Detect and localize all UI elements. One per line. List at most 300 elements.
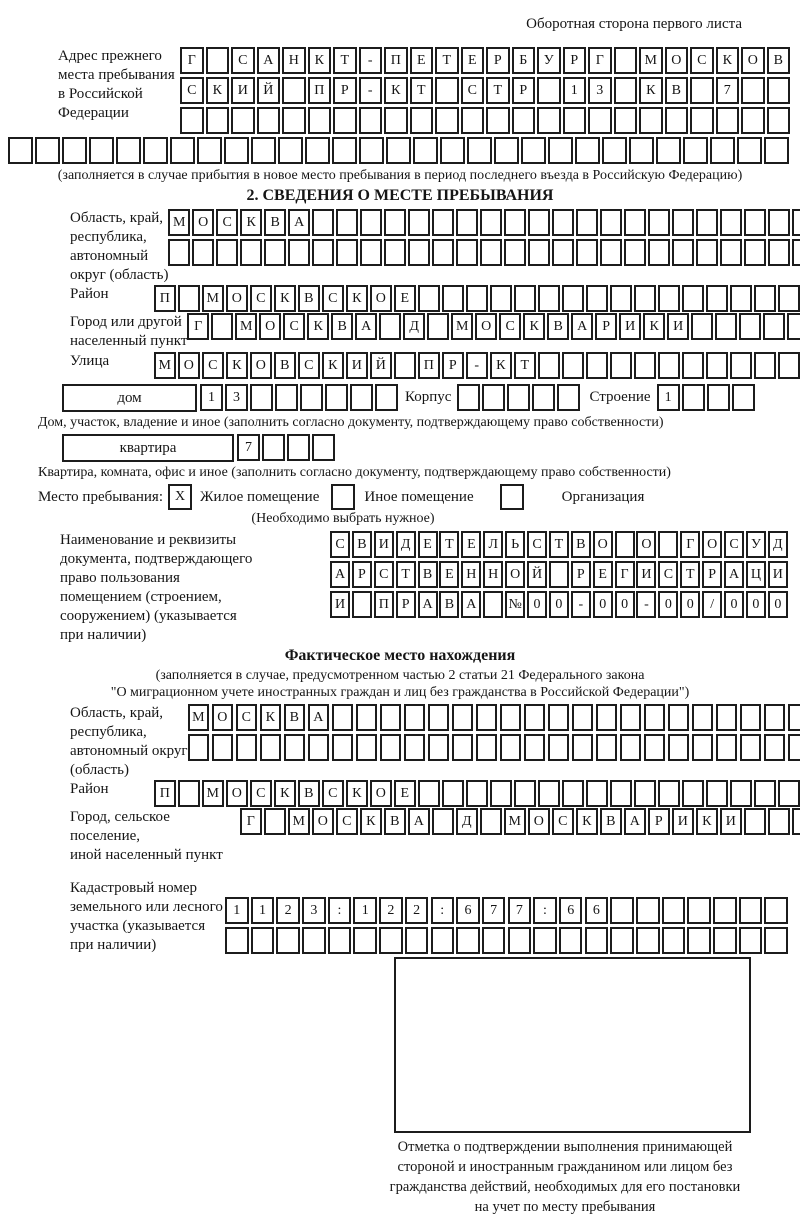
char-cell[interactable] [788,734,800,761]
char-cell[interactable] [143,137,168,164]
char-cell[interactable]: Д [396,531,416,558]
char-cell[interactable] [507,384,530,411]
char-cell[interactable] [404,734,426,761]
char-cell[interactable]: Б [512,47,536,74]
char-cell[interactable] [552,239,574,266]
char-cell[interactable] [682,780,704,807]
char-cell[interactable]: П [384,47,408,74]
char-cell[interactable] [672,209,694,236]
char-cell[interactable]: В [298,285,320,312]
char-cell[interactable]: И [330,591,350,618]
char-cell[interactable] [552,209,574,236]
char-cell[interactable] [610,285,632,312]
char-cell[interactable] [483,591,503,618]
char-cell[interactable]: С [322,285,344,312]
char-cell[interactable] [767,107,791,134]
char-cell[interactable] [257,107,281,134]
char-cell[interactable] [287,434,310,461]
char-cell[interactable] [467,137,492,164]
char-cell[interactable] [404,704,426,731]
char-cell[interactable] [236,734,258,761]
char-cell[interactable]: К [696,808,718,835]
char-cell[interactable]: Г [680,531,700,558]
char-cell[interactable]: 6 [456,897,480,924]
char-cell[interactable]: Г [180,47,204,74]
char-cell[interactable] [572,734,594,761]
char-cell[interactable]: К [307,313,329,340]
char-cell[interactable] [668,734,690,761]
char-cell[interactable] [360,209,382,236]
char-cell[interactable] [639,107,663,134]
char-cell[interactable]: И [672,808,694,835]
char-cell[interactable] [768,239,790,266]
char-cell[interactable]: Т [549,531,569,558]
char-cell[interactable]: 1 [251,897,275,924]
char-cell[interactable]: К [274,285,296,312]
char-cell[interactable]: О [370,285,392,312]
char-cell[interactable] [278,137,303,164]
char-cell[interactable] [792,209,800,236]
char-cell[interactable] [662,897,686,924]
char-cell[interactable]: С [236,704,258,731]
char-cell[interactable]: М [288,808,310,835]
char-cell[interactable] [514,285,536,312]
char-cell[interactable] [312,239,334,266]
char-cell[interactable]: 0 [615,591,635,618]
char-cell[interactable] [332,137,357,164]
char-cell[interactable] [713,897,737,924]
char-cell[interactable] [336,209,358,236]
char-cell[interactable]: У [537,47,561,74]
char-cell[interactable] [730,780,752,807]
char-cell[interactable] [532,384,555,411]
char-cell[interactable]: Р [333,77,357,104]
char-cell[interactable] [408,239,430,266]
char-cell[interactable]: 3 [302,897,326,924]
char-cell[interactable] [706,352,728,379]
char-cell[interactable] [586,285,608,312]
char-cell[interactable] [456,209,478,236]
char-cell[interactable] [168,239,190,266]
char-cell[interactable] [665,107,689,134]
char-cell[interactable] [537,107,561,134]
char-cell[interactable]: О [226,285,248,312]
char-cell[interactable] [288,239,310,266]
char-cell[interactable]: Р [648,808,670,835]
char-cell[interactable]: М [202,780,224,807]
char-cell[interactable]: В [439,591,459,618]
char-cell[interactable] [615,531,635,558]
char-cell[interactable] [586,780,608,807]
char-cell[interactable] [284,734,306,761]
char-cell[interactable] [528,209,550,236]
char-cell[interactable]: Т [410,77,434,104]
other-premises-checkbox[interactable] [331,484,355,510]
char-cell[interactable]: К [360,808,382,835]
char-cell[interactable] [302,927,326,954]
char-cell[interactable]: С [250,285,272,312]
char-cell[interactable] [764,137,789,164]
char-cell[interactable]: М [154,352,176,379]
char-cell[interactable] [692,704,714,731]
char-cell[interactable] [452,734,474,761]
char-cell[interactable]: А [461,591,481,618]
char-cell[interactable] [696,239,718,266]
char-cell[interactable]: С [231,47,255,74]
char-cell[interactable] [741,107,765,134]
char-cell[interactable]: А [308,704,330,731]
char-cell[interactable]: К [716,47,740,74]
char-cell[interactable]: Г [240,808,262,835]
char-cell[interactable] [384,209,406,236]
char-cell[interactable] [192,239,214,266]
char-cell[interactable] [427,313,449,340]
char-cell[interactable] [264,239,286,266]
char-cell[interactable] [413,137,438,164]
char-cell[interactable]: О [528,808,550,835]
char-cell[interactable]: 1 [657,384,680,411]
char-cell[interactable] [312,434,335,461]
char-cell[interactable]: Т [333,47,357,74]
char-cell[interactable]: В [352,531,372,558]
char-cell[interactable]: Ь [505,531,525,558]
char-cell[interactable]: О [192,209,214,236]
char-cell[interactable] [405,927,429,954]
char-cell[interactable]: Т [396,561,416,588]
char-cell[interactable] [690,77,714,104]
char-cell[interactable] [8,137,33,164]
char-cell[interactable] [596,704,618,731]
char-cell[interactable] [180,107,204,134]
char-cell[interactable] [707,384,730,411]
char-cell[interactable] [356,704,378,731]
char-cell[interactable] [408,209,430,236]
char-cell[interactable]: С [283,313,305,340]
char-cell[interactable]: В [571,531,591,558]
char-cell[interactable]: С [298,352,320,379]
char-cell[interactable] [264,808,286,835]
char-cell[interactable]: С [322,780,344,807]
char-cell[interactable]: С [724,531,744,558]
char-cell[interactable] [706,780,728,807]
char-cell[interactable]: К [490,352,512,379]
char-cell[interactable] [557,384,580,411]
char-cell[interactable]: 2 [379,897,403,924]
char-cell[interactable] [514,780,536,807]
char-cell[interactable]: В [274,352,296,379]
char-cell[interactable]: 0 [680,591,700,618]
char-cell[interactable]: С [250,780,272,807]
char-cell[interactable] [602,137,627,164]
char-cell[interactable]: К [346,780,368,807]
char-cell[interactable] [730,285,752,312]
char-cell[interactable] [456,239,478,266]
char-cell[interactable] [457,384,480,411]
char-cell[interactable] [576,209,598,236]
char-cell[interactable]: 1 [563,77,587,104]
char-cell[interactable] [435,77,459,104]
char-cell[interactable] [428,734,450,761]
char-cell[interactable]: Д [456,808,478,835]
char-cell[interactable] [636,927,660,954]
char-cell[interactable]: 6 [585,897,609,924]
char-cell[interactable] [713,927,737,954]
char-cell[interactable] [282,77,306,104]
char-cell[interactable]: В [418,561,438,588]
char-cell[interactable]: И [768,561,788,588]
char-cell[interactable] [548,137,573,164]
char-cell[interactable]: Р [486,47,510,74]
char-cell[interactable] [706,285,728,312]
char-cell[interactable] [548,704,570,731]
char-cell[interactable]: К [322,352,344,379]
char-cell[interactable] [428,704,450,731]
char-cell[interactable] [328,927,352,954]
char-cell[interactable] [380,704,402,731]
char-cell[interactable] [476,734,498,761]
char-cell[interactable]: В [600,808,622,835]
char-cell[interactable] [687,927,711,954]
char-cell[interactable] [528,239,550,266]
char-cell[interactable] [741,77,765,104]
char-cell[interactable] [739,313,761,340]
char-cell[interactable] [62,137,87,164]
char-cell[interactable]: Р [396,591,416,618]
char-cell[interactable]: В [298,780,320,807]
char-cell[interactable]: К [346,285,368,312]
char-cell[interactable] [600,239,622,266]
char-cell[interactable] [691,313,713,340]
char-cell[interactable] [644,704,666,731]
char-cell[interactable] [720,209,742,236]
char-cell[interactable] [384,107,408,134]
char-cell[interactable]: - [466,352,488,379]
char-cell[interactable]: 1 [353,897,377,924]
char-cell[interactable] [562,285,584,312]
char-cell[interactable]: О [370,780,392,807]
char-cell[interactable] [490,780,512,807]
char-cell[interactable] [716,704,738,731]
char-cell[interactable] [744,209,766,236]
char-cell[interactable] [380,734,402,761]
char-cell[interactable]: О [665,47,689,74]
char-cell[interactable] [305,137,330,164]
char-cell[interactable] [482,927,506,954]
char-cell[interactable]: Р [442,352,464,379]
char-cell[interactable]: Т [680,561,700,588]
char-cell[interactable] [610,897,634,924]
char-cell[interactable]: К [206,77,230,104]
char-cell[interactable] [730,352,752,379]
char-cell[interactable] [538,285,560,312]
char-cell[interactable] [524,734,546,761]
char-cell[interactable] [250,384,273,411]
char-cell[interactable] [614,107,638,134]
char-cell[interactable]: - [359,47,383,74]
char-cell[interactable] [586,352,608,379]
char-cell[interactable]: С [499,313,521,340]
char-cell[interactable] [231,107,255,134]
char-cell[interactable]: П [374,591,394,618]
char-cell[interactable] [524,704,546,731]
char-cell[interactable] [562,780,584,807]
char-cell[interactable]: К [308,47,332,74]
char-cell[interactable] [710,137,735,164]
char-cell[interactable] [482,384,505,411]
char-cell[interactable] [716,734,738,761]
char-cell[interactable]: 7 [482,897,506,924]
char-cell[interactable]: М [188,704,210,731]
char-cell[interactable]: Н [483,561,503,588]
char-cell[interactable] [521,137,546,164]
char-cell[interactable] [308,734,330,761]
char-cell[interactable]: Г [588,47,612,74]
char-cell[interactable]: А [408,808,430,835]
char-cell[interactable]: В [767,47,791,74]
char-cell[interactable]: О [259,313,281,340]
char-cell[interactable]: 0 [724,591,744,618]
char-cell[interactable] [431,927,455,954]
char-cell[interactable]: О [475,313,497,340]
char-cell[interactable]: Ц [746,561,766,588]
char-cell[interactable] [767,77,791,104]
char-cell[interactable] [763,313,785,340]
char-cell[interactable]: П [308,77,332,104]
char-cell[interactable] [610,927,634,954]
char-cell[interactable]: - [636,591,656,618]
char-cell[interactable] [596,734,618,761]
char-cell[interactable] [504,209,526,236]
char-cell[interactable] [442,285,464,312]
char-cell[interactable] [352,591,372,618]
char-cell[interactable] [764,897,788,924]
char-cell[interactable]: К [643,313,665,340]
char-cell[interactable]: Е [394,780,416,807]
char-cell[interactable] [634,780,656,807]
char-cell[interactable] [456,927,480,954]
char-cell[interactable]: В [384,808,406,835]
char-cell[interactable]: С [330,531,350,558]
char-cell[interactable] [432,239,454,266]
char-cell[interactable]: 0 [549,591,569,618]
char-cell[interactable] [692,734,714,761]
char-cell[interactable] [375,384,398,411]
char-cell[interactable]: С [552,808,574,835]
char-cell[interactable] [206,107,230,134]
char-cell[interactable] [89,137,114,164]
char-cell[interactable] [739,897,763,924]
char-cell[interactable] [353,927,377,954]
char-cell[interactable] [350,384,373,411]
char-cell[interactable] [466,285,488,312]
char-cell[interactable]: С [690,47,714,74]
char-cell[interactable]: : [431,897,455,924]
char-cell[interactable] [648,209,670,236]
char-cell[interactable]: Й [370,352,392,379]
char-cell[interactable]: О [226,780,248,807]
char-cell[interactable]: К [274,780,296,807]
char-cell[interactable] [792,239,800,266]
char-cell[interactable] [262,434,285,461]
char-cell[interactable] [308,107,332,134]
char-cell[interactable] [452,704,474,731]
char-cell[interactable] [332,704,354,731]
char-cell[interactable]: А [355,313,377,340]
char-cell[interactable] [740,734,762,761]
char-cell[interactable] [282,107,306,134]
char-cell[interactable] [754,352,776,379]
char-cell[interactable]: И [720,808,742,835]
char-cell[interactable]: 2 [276,897,300,924]
char-cell[interactable] [585,927,609,954]
char-cell[interactable] [178,285,200,312]
char-cell[interactable] [682,285,704,312]
char-cell[interactable] [764,704,786,731]
char-cell[interactable]: О [505,561,525,588]
char-cell[interactable] [512,107,536,134]
char-cell[interactable]: Е [593,561,613,588]
char-cell[interactable] [624,209,646,236]
char-cell[interactable] [206,47,230,74]
char-cell[interactable] [614,47,638,74]
char-cell[interactable]: С [180,77,204,104]
char-cell[interactable] [466,780,488,807]
char-cell[interactable]: Е [410,47,434,74]
char-cell[interactable] [35,137,60,164]
char-cell[interactable] [275,384,298,411]
char-cell[interactable]: Г [615,561,635,588]
char-cell[interactable]: 0 [593,591,613,618]
char-cell[interactable]: Е [461,531,481,558]
char-cell[interactable]: В [331,313,353,340]
char-cell[interactable] [379,313,401,340]
char-cell[interactable]: П [154,780,176,807]
char-cell[interactable]: Й [257,77,281,104]
char-cell[interactable] [504,239,526,266]
char-cell[interactable] [720,239,742,266]
char-cell[interactable] [260,734,282,761]
char-cell[interactable]: 6 [559,897,583,924]
char-cell[interactable] [336,239,358,266]
residential-checkbox[interactable]: X [168,484,192,510]
char-cell[interactable] [300,384,323,411]
char-cell[interactable]: М [639,47,663,74]
char-cell[interactable]: Р [512,77,536,104]
char-cell[interactable] [211,313,233,340]
char-cell[interactable]: О [212,704,234,731]
char-cell[interactable]: Л [483,531,503,558]
char-cell[interactable]: Р [563,47,587,74]
char-cell[interactable] [740,704,762,731]
char-cell[interactable] [787,313,800,340]
char-cell[interactable]: М [202,285,224,312]
char-cell[interactable]: А [571,313,593,340]
char-cell[interactable]: С [527,531,547,558]
char-cell[interactable] [764,734,786,761]
char-cell[interactable] [559,927,583,954]
char-cell[interactable]: Е [394,285,416,312]
char-cell[interactable]: М [168,209,190,236]
char-cell[interactable] [359,137,384,164]
char-cell[interactable] [379,927,403,954]
char-cell[interactable]: П [154,285,176,312]
char-cell[interactable] [212,734,234,761]
char-cell[interactable] [778,285,800,312]
char-cell[interactable]: Г [187,313,209,340]
char-cell[interactable] [500,734,522,761]
char-cell[interactable]: 0 [658,591,678,618]
char-cell[interactable] [572,704,594,731]
